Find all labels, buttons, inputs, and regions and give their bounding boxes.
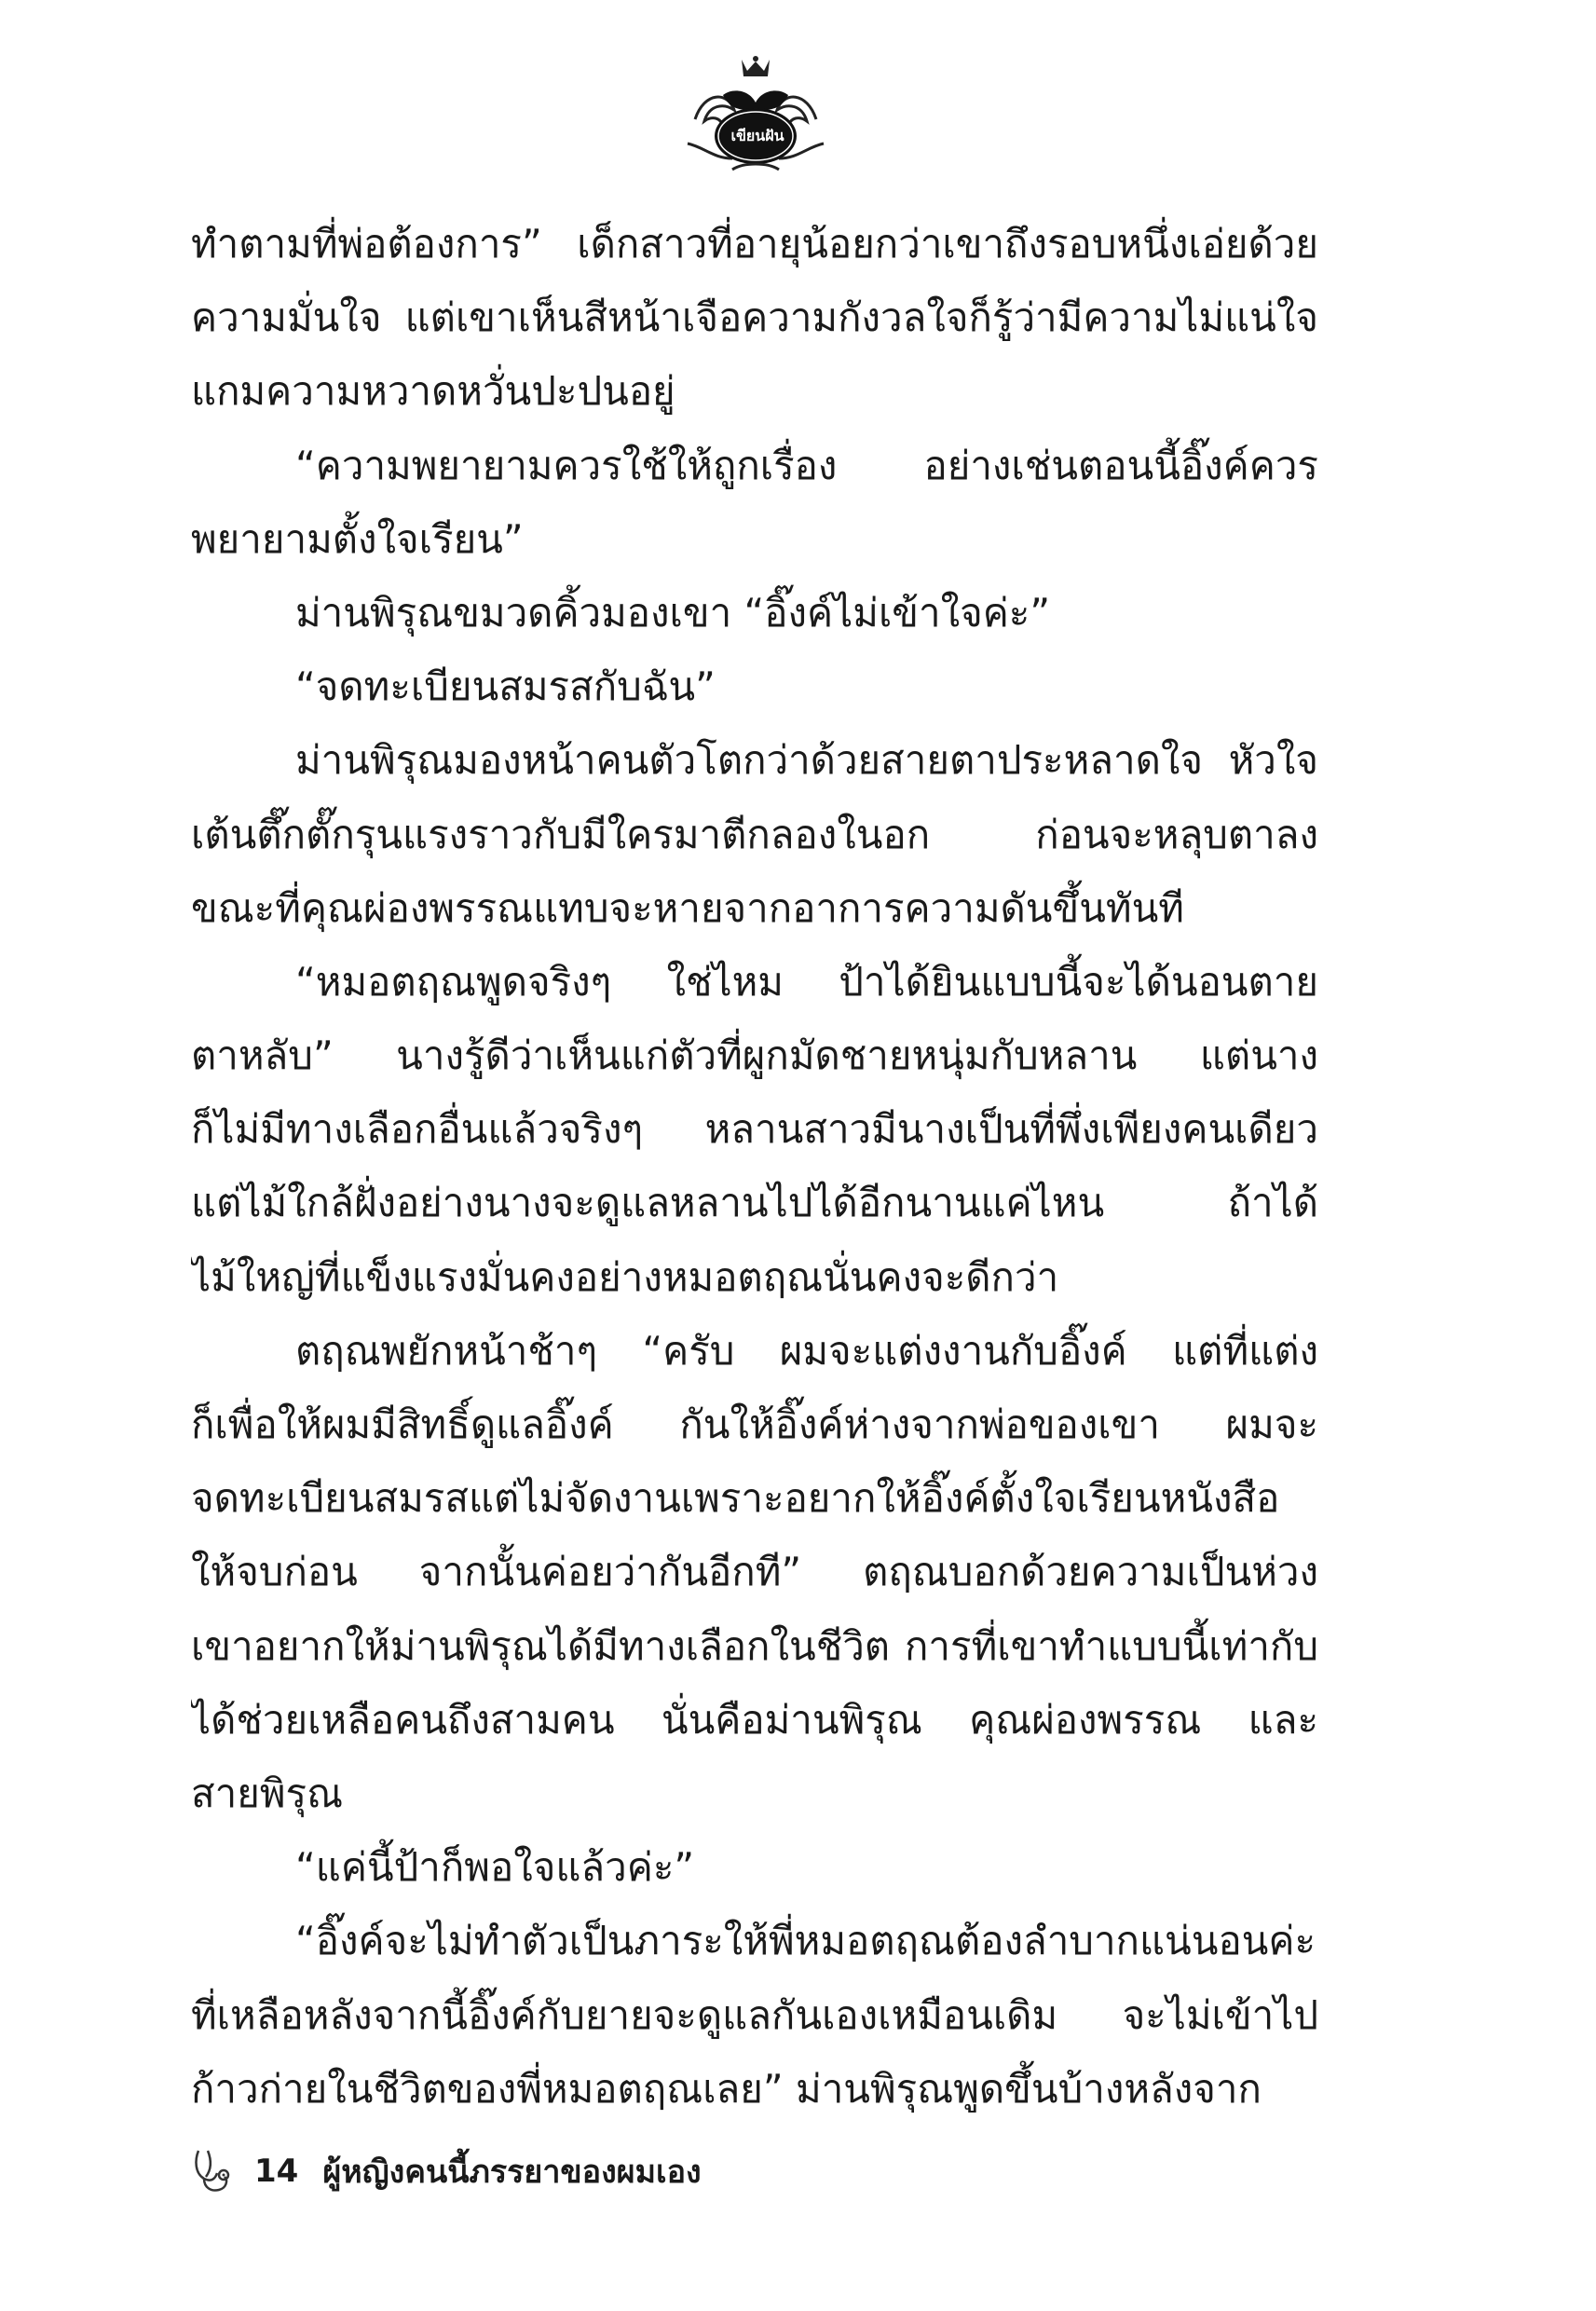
paragraph-line: ความมั่นใจ แต่เขาเห็นสีหน้าเจือความกังวลใจก็รู้ว่ามีความไม่แน่ใจ	[191, 294, 1318, 341]
paragraph-line: “อิ๊งค์จะไม่ทำตัวเป็นภาระให้พี่หมอตฤณต้องลำบากแน่นอนค่ะ	[295, 1918, 1316, 1964]
page-footer	[191, 2143, 702, 2199]
paragraph-line: เต้นตึ๊กตั๊กรุนแรงราวกับมีใครมาตีกลองในอก ก่อนจะหลุบตาลง	[191, 811, 1318, 857]
logo-label: เขียนฝัน	[730, 127, 784, 144]
paragraph-line: ทำตามที่พ่อต้องการ” เด็กสาวที่อายุน้อยกว่าเขาถึงรอบหนึ่งเอ่ยด้วย	[191, 221, 1318, 267]
body-text	[191, 207, 1318, 2126]
paragraph-line: “แค่นี้ป้าก็พอใจแล้วค่ะ”	[295, 1844, 695, 1891]
paragraph-line: ม่านพิรุณขมวดคิ้วมองเขา “อิ๊งค์ไม่เข้าใจค่ะ”	[295, 589, 1051, 636]
paragraph-line: ก้าวก่ายในชีวิตของพี่หมอตฤณเลย” ม่านพิรุณพูดขึ้นบ้างหลังจาก	[191, 2065, 1262, 2112]
paragraph-line: ให้จบก่อน จากนั้นค่อยว่ากันอีกที” ตฤณบอกด้วยความเป็นห่วง	[191, 1549, 1318, 1595]
paragraph-line: สายพิรุณ	[191, 1770, 344, 1816]
paragraph-line: แต่ไม้ใกล้ฝั่งอย่างนางจะดูแลหลานไปได้อีกนานแค่ไหน ถ้าได้	[191, 1180, 1318, 1226]
paragraph-line: จดทะเบียนสมรสแต่ไม่จัดงานเพราะอยากให้อิ๊งค์ตั้งใจเรียนหนังสือ	[191, 1475, 1280, 1522]
paragraph-line: “ความพยายามควรใช้ให้ถูกเรื่อง อย่างเช่นตอนนี้อิ๊งค์ควร	[295, 442, 1318, 488]
paragraph-line: ขณะที่คุณผ่องพรรณแทบจะหายจากอาการความดันขึ้นทันที	[191, 884, 1184, 931]
book-title: ผู้หญิงคนนี้ภรรยาของผมเอง	[322, 2154, 702, 2191]
paragraph-line: ที่เหลือหลังจากนี้อิ๊งค์กับยายจะดูแลกันเองเหมือนเดิม จะไม่เข้าไป	[191, 1991, 1318, 2038]
paragraph-line: ม่านพิรุณมองหน้าคนตัวโตกว่าด้วยสายตาประหลาดใจ หัวใจ	[295, 737, 1318, 784]
paragraph-line: เขาอยากให้ม่านพิรุณได้มีทางเลือกในชีวิต การที่เขาทำแบบนี้เท่ากับ	[191, 1622, 1318, 1669]
paragraph-line: ตฤณพยักหน้าช้าๆ “ครับ ผมจะแต่งงานกับอิ๊งค์ แต่ที่แต่ง	[295, 1327, 1318, 1374]
paragraph-line: “จดทะเบียนสมรสกับฉัน”	[295, 663, 716, 710]
publisher-logo	[676, 54, 835, 177]
paragraph-line: แกมความหวาดหวั่นปะปนอยู่	[191, 368, 675, 415]
stethoscope-icon	[191, 2147, 234, 2195]
paragraph-line: ตาหลับ” นางรู้ดีว่าเห็นแก่ตัวที่ผูกมัดชายหนุ่มกับหลาน แต่นาง	[191, 1032, 1318, 1079]
paragraph-line: ไม้ใหญ่ที่แข็งแรงมั่นคงอย่างหมอตฤณนั่นคงจะดีกว่า	[191, 1253, 1059, 1300]
publisher-logo-icon	[676, 54, 835, 177]
page-number: 14	[254, 2153, 299, 2190]
paragraph-line: ได้ช่วยเหลือคนถึงสามคน นั่นคือม่านพิรุณ คุณผ่องพรรณ และ	[191, 1696, 1318, 1743]
paragraph-line: ก็เพื่อให้ผมมีสิทธิ์ดูแลอิ๊งค์ กันให้อิ๊งค์ห่างจากพ่อของเขา ผมจะ	[191, 1402, 1318, 1447]
paragraph-line: พยายามตั้งใจเรียน”	[191, 515, 524, 562]
paragraph-line: ก็ไม่มีทางเลือกอื่นแล้วจริงๆ หลานสาวมีนางเป็นที่พึ่งเพียงคนเดียว	[191, 1106, 1318, 1153]
paragraph-line: “หมอตฤณพูดจริงๆ ใช่ไหม ป้าได้ยินแบบนี้จะได้นอนตาย	[295, 958, 1318, 1005]
